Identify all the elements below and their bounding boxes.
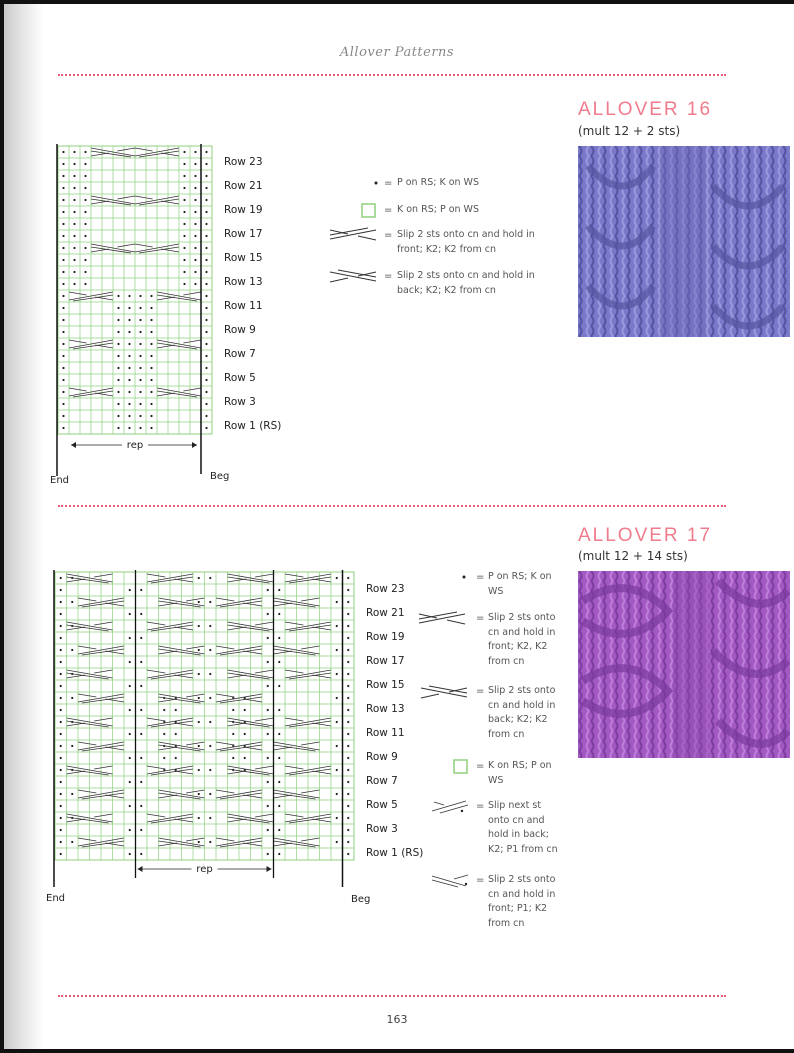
- legend17-text-5: Slip next st onto cn and hold in back; K2; P1 from cn: [488, 800, 558, 855]
- legend17-eq-3: =: [476, 686, 485, 697]
- allover17-row-label: Row 23: [366, 583, 405, 595]
- allover16-multiple: (mult 12 + 2 sts): [578, 124, 681, 138]
- allover16-row-label: Row 3: [224, 396, 256, 408]
- dotted-rule-top: [58, 74, 726, 76]
- purl-dot-icon: [455, 570, 473, 584]
- allover17-row-label: Row 9: [366, 751, 398, 763]
- allover17-chart: [52, 570, 364, 888]
- allover16-row-label: Row 23: [224, 156, 263, 168]
- allover16-row-label: Row 5: [224, 372, 256, 384]
- allover16-chart: [54, 144, 222, 489]
- legend16-text-1: P on RS; K on WS: [397, 177, 479, 188]
- allover17-row-label: Row 5: [366, 799, 398, 811]
- legend17-eq-5: =: [476, 801, 485, 812]
- book-gutter-shadow: [4, 4, 44, 1049]
- allover16-row-label: Row 21: [224, 180, 263, 192]
- legend17-text-2: Slip 2 sts onto cn and hold in front; K2, K2 from cn: [488, 612, 556, 667]
- allover16-end-label: End: [50, 475, 70, 486]
- allover17-row-label: Row 7: [366, 775, 398, 787]
- front-cross-2-1-purl-icon: [430, 872, 470, 890]
- allover16-row-label: Row 1 (RS): [224, 420, 282, 432]
- front-cross-2-2-icon: [328, 226, 378, 244]
- allover16-row-label: Row 7: [224, 348, 256, 360]
- back-cross-1-2-purl-icon: [430, 798, 470, 816]
- legend16-eq-2: =: [384, 205, 393, 216]
- allover16-row-label: Row 19: [224, 204, 263, 216]
- legend16-eq-1: =: [384, 178, 393, 189]
- allover17-row-label: Row 13: [366, 703, 405, 715]
- legend16-text-2: K on RS; P on WS: [397, 204, 479, 215]
- allover16-beg-label: Beg: [210, 471, 230, 482]
- chart17-rep-label: rep: [196, 864, 213, 875]
- allover17-beg-label: Beg: [351, 894, 371, 905]
- allover16-swatch-photo: [578, 146, 790, 337]
- back-cross-2-2-icon: [419, 684, 469, 702]
- legend16-eq-3: =: [384, 230, 393, 241]
- page-number: 163: [386, 1013, 408, 1026]
- allover17-row-label: Row 17: [366, 655, 405, 667]
- chart16-rep-label: rep: [126, 440, 144, 451]
- dotted-rule-bottom: [58, 995, 726, 997]
- allover17-row-label: Row 3: [366, 823, 398, 835]
- running-head: Allover Patterns: [339, 45, 455, 60]
- chart17-rep-arrow-left: [138, 866, 143, 872]
- allover16-row-label: Row 9: [224, 324, 256, 336]
- chart16-rep-arrow-right: [192, 442, 197, 448]
- legend17-eq-4: =: [476, 761, 485, 772]
- knit-square-icon: [360, 202, 378, 218]
- allover17-end-label: End: [46, 893, 66, 904]
- legend16-eq-4: =: [384, 271, 393, 282]
- legend17-text-4: K on RS; P on WS: [488, 760, 552, 786]
- allover16-row-label: Row 17: [224, 228, 263, 240]
- allover17-swatch-photo: [578, 571, 790, 758]
- legend17-text-6: Slip 2 sts onto cn and hold in front; P1; K2 from cn: [488, 874, 556, 929]
- allover16-row-label: Row 11: [224, 300, 263, 312]
- front-cross-2-2-icon: [417, 610, 467, 628]
- scan-border-top: [0, 0, 794, 4]
- chart17-rep-arrow-right: [267, 866, 272, 872]
- purl-dot-icon: [362, 176, 382, 190]
- dotted-rule-middle: [58, 505, 726, 507]
- legend17-eq-2: =: [476, 613, 485, 624]
- allover16-row-label: Row 13: [224, 276, 263, 288]
- scan-border-bottom: [0, 1049, 794, 1053]
- allover17-row-label: Row 15: [366, 679, 405, 691]
- legend16-text-4: Slip 2 sts onto cn and hold in back; K2; K2 from cn: [397, 270, 535, 296]
- allover17-row-label: Row 1 (RS): [366, 847, 424, 859]
- back-cross-2-2-icon: [328, 268, 378, 286]
- legend17-text-1: P on RS; K on WS: [488, 571, 552, 597]
- allover16-title: ALLOVER 16: [578, 99, 713, 120]
- allover17-row-label: Row 11: [366, 727, 405, 739]
- legend17-text-3: Slip 2 sts onto cn and hold in back; K2; K2 from cn: [488, 685, 556, 740]
- legend17-eq-6: =: [476, 875, 485, 886]
- legend16-text-3: Slip 2 sts onto cn and hold in front; K2; K2 from cn: [397, 229, 535, 255]
- knit-square-icon: [452, 758, 470, 776]
- allover17-row-label: Row 21: [366, 607, 405, 619]
- allover16-row-label: Row 15: [224, 252, 263, 264]
- allover17-title: ALLOVER 17: [578, 525, 713, 546]
- legend17-eq-1: =: [476, 572, 485, 583]
- allover17-multiple: (mult 12 + 14 sts): [578, 549, 688, 563]
- chart16-rep-arrow-left: [71, 442, 76, 448]
- allover17-row-label: Row 19: [366, 631, 405, 643]
